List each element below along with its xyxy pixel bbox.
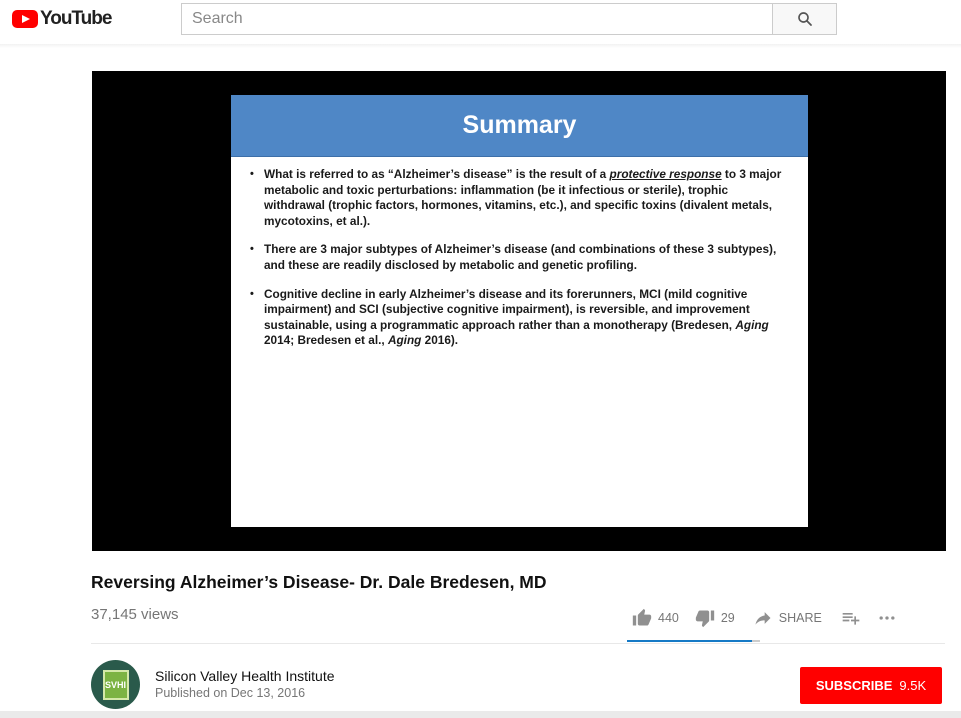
share-arrow-icon	[753, 608, 773, 628]
share-label: SHARE	[778, 611, 822, 625]
presentation-slide	[231, 95, 808, 527]
slide-body	[231, 157, 808, 349]
subscribe-label: SUBSCRIBE	[815, 678, 893, 693]
bullet-text-part: What is referred to as “Alzheimer’s disease” is the result of a	[264, 167, 610, 181]
slide-title: Summary	[462, 111, 577, 139]
dislike-count: 29	[720, 611, 735, 625]
bullet-italic: Aging	[735, 317, 769, 332]
info-divider	[91, 643, 945, 644]
video-title: Reversing Alzheimer’s Disease- Dr. Dale Bredesen, MD	[91, 572, 547, 592]
subscriber-count: 9.5K	[899, 678, 927, 693]
slide-bullet	[250, 287, 792, 349]
slide-header	[231, 95, 808, 157]
bullet-text-part: 2014; Bredesen et al.,	[264, 333, 388, 348]
share-button[interactable]	[753, 608, 822, 628]
playlist-add-icon	[841, 608, 861, 628]
like-button[interactable]	[632, 608, 679, 628]
like-count: 440	[658, 611, 679, 625]
search-input[interactable]	[192, 10, 773, 28]
masthead	[0, 0, 961, 44]
avatar-logo: SVHI	[103, 670, 129, 700]
bullet-text: There are 3 major subtypes of Alzheimer’s disease (and combinations of these 3 subtypes), and these are readily disclosed by metabolic and genetic profiling.	[264, 242, 777, 272]
search-button[interactable]	[772, 3, 837, 35]
search-icon	[796, 10, 814, 28]
add-to-playlist-button[interactable]	[841, 608, 861, 628]
bullet-text	[264, 287, 792, 349]
slide-bullet	[250, 167, 792, 229]
bullet-italic: Aging	[387, 333, 422, 348]
youtube-play-icon	[12, 10, 38, 28]
logo-text: YouTube	[40, 8, 112, 29]
slide-bullet	[250, 242, 792, 273]
bottom-strip	[0, 711, 961, 718]
bullet-dot-icon: •	[250, 243, 254, 256]
publish-date: Published on Dec 13, 2016	[155, 686, 306, 700]
bullet-emphasis: protective response	[609, 167, 722, 181]
bullet-dot-icon: •	[250, 168, 254, 180]
bullet-text-part: 2016).	[421, 333, 459, 348]
search-box[interactable]	[181, 3, 773, 35]
header-divider	[0, 44, 961, 48]
bullet-text	[264, 167, 792, 229]
subscribe-button[interactable]	[800, 667, 942, 704]
youtube-logo[interactable]	[12, 8, 111, 30]
channel-name[interactable]: Silicon Valley Health Institute	[155, 668, 335, 684]
video-actions	[632, 606, 897, 630]
more-horizontal-icon	[877, 608, 897, 628]
bullet-text-part: to 3 major metabolic and toxic perturbations: inflammation (be it infectious or sterile), trophic withdrawal (trophic factors, hormones, vitamins, etc.), and specific toxins (divalent metals, mycotoxins, et al.).	[264, 167, 782, 228]
thumbs-down-icon	[695, 608, 715, 628]
video-player[interactable]	[92, 71, 946, 551]
bullet-dot-icon: •	[250, 287, 254, 300]
more-actions-button[interactable]	[877, 608, 897, 628]
bullet-text-part: Cognitive decline in early Alzheimer’s disease and its forerunners, MCI (mild cognitive impairment) and SCI (subjective cognitive impairment), is reversible, and improvement sustainable, using a programmatic approach rather than a monotherapy (Bredesen,	[264, 286, 750, 332]
thumbs-up-icon	[632, 608, 652, 628]
view-count: 37,145 views	[91, 606, 179, 623]
sentiment-like-fill	[627, 640, 752, 642]
dislike-button[interactable]	[695, 608, 735, 628]
sentiment-bar	[627, 640, 760, 642]
channel-avatar[interactable]	[91, 660, 140, 709]
